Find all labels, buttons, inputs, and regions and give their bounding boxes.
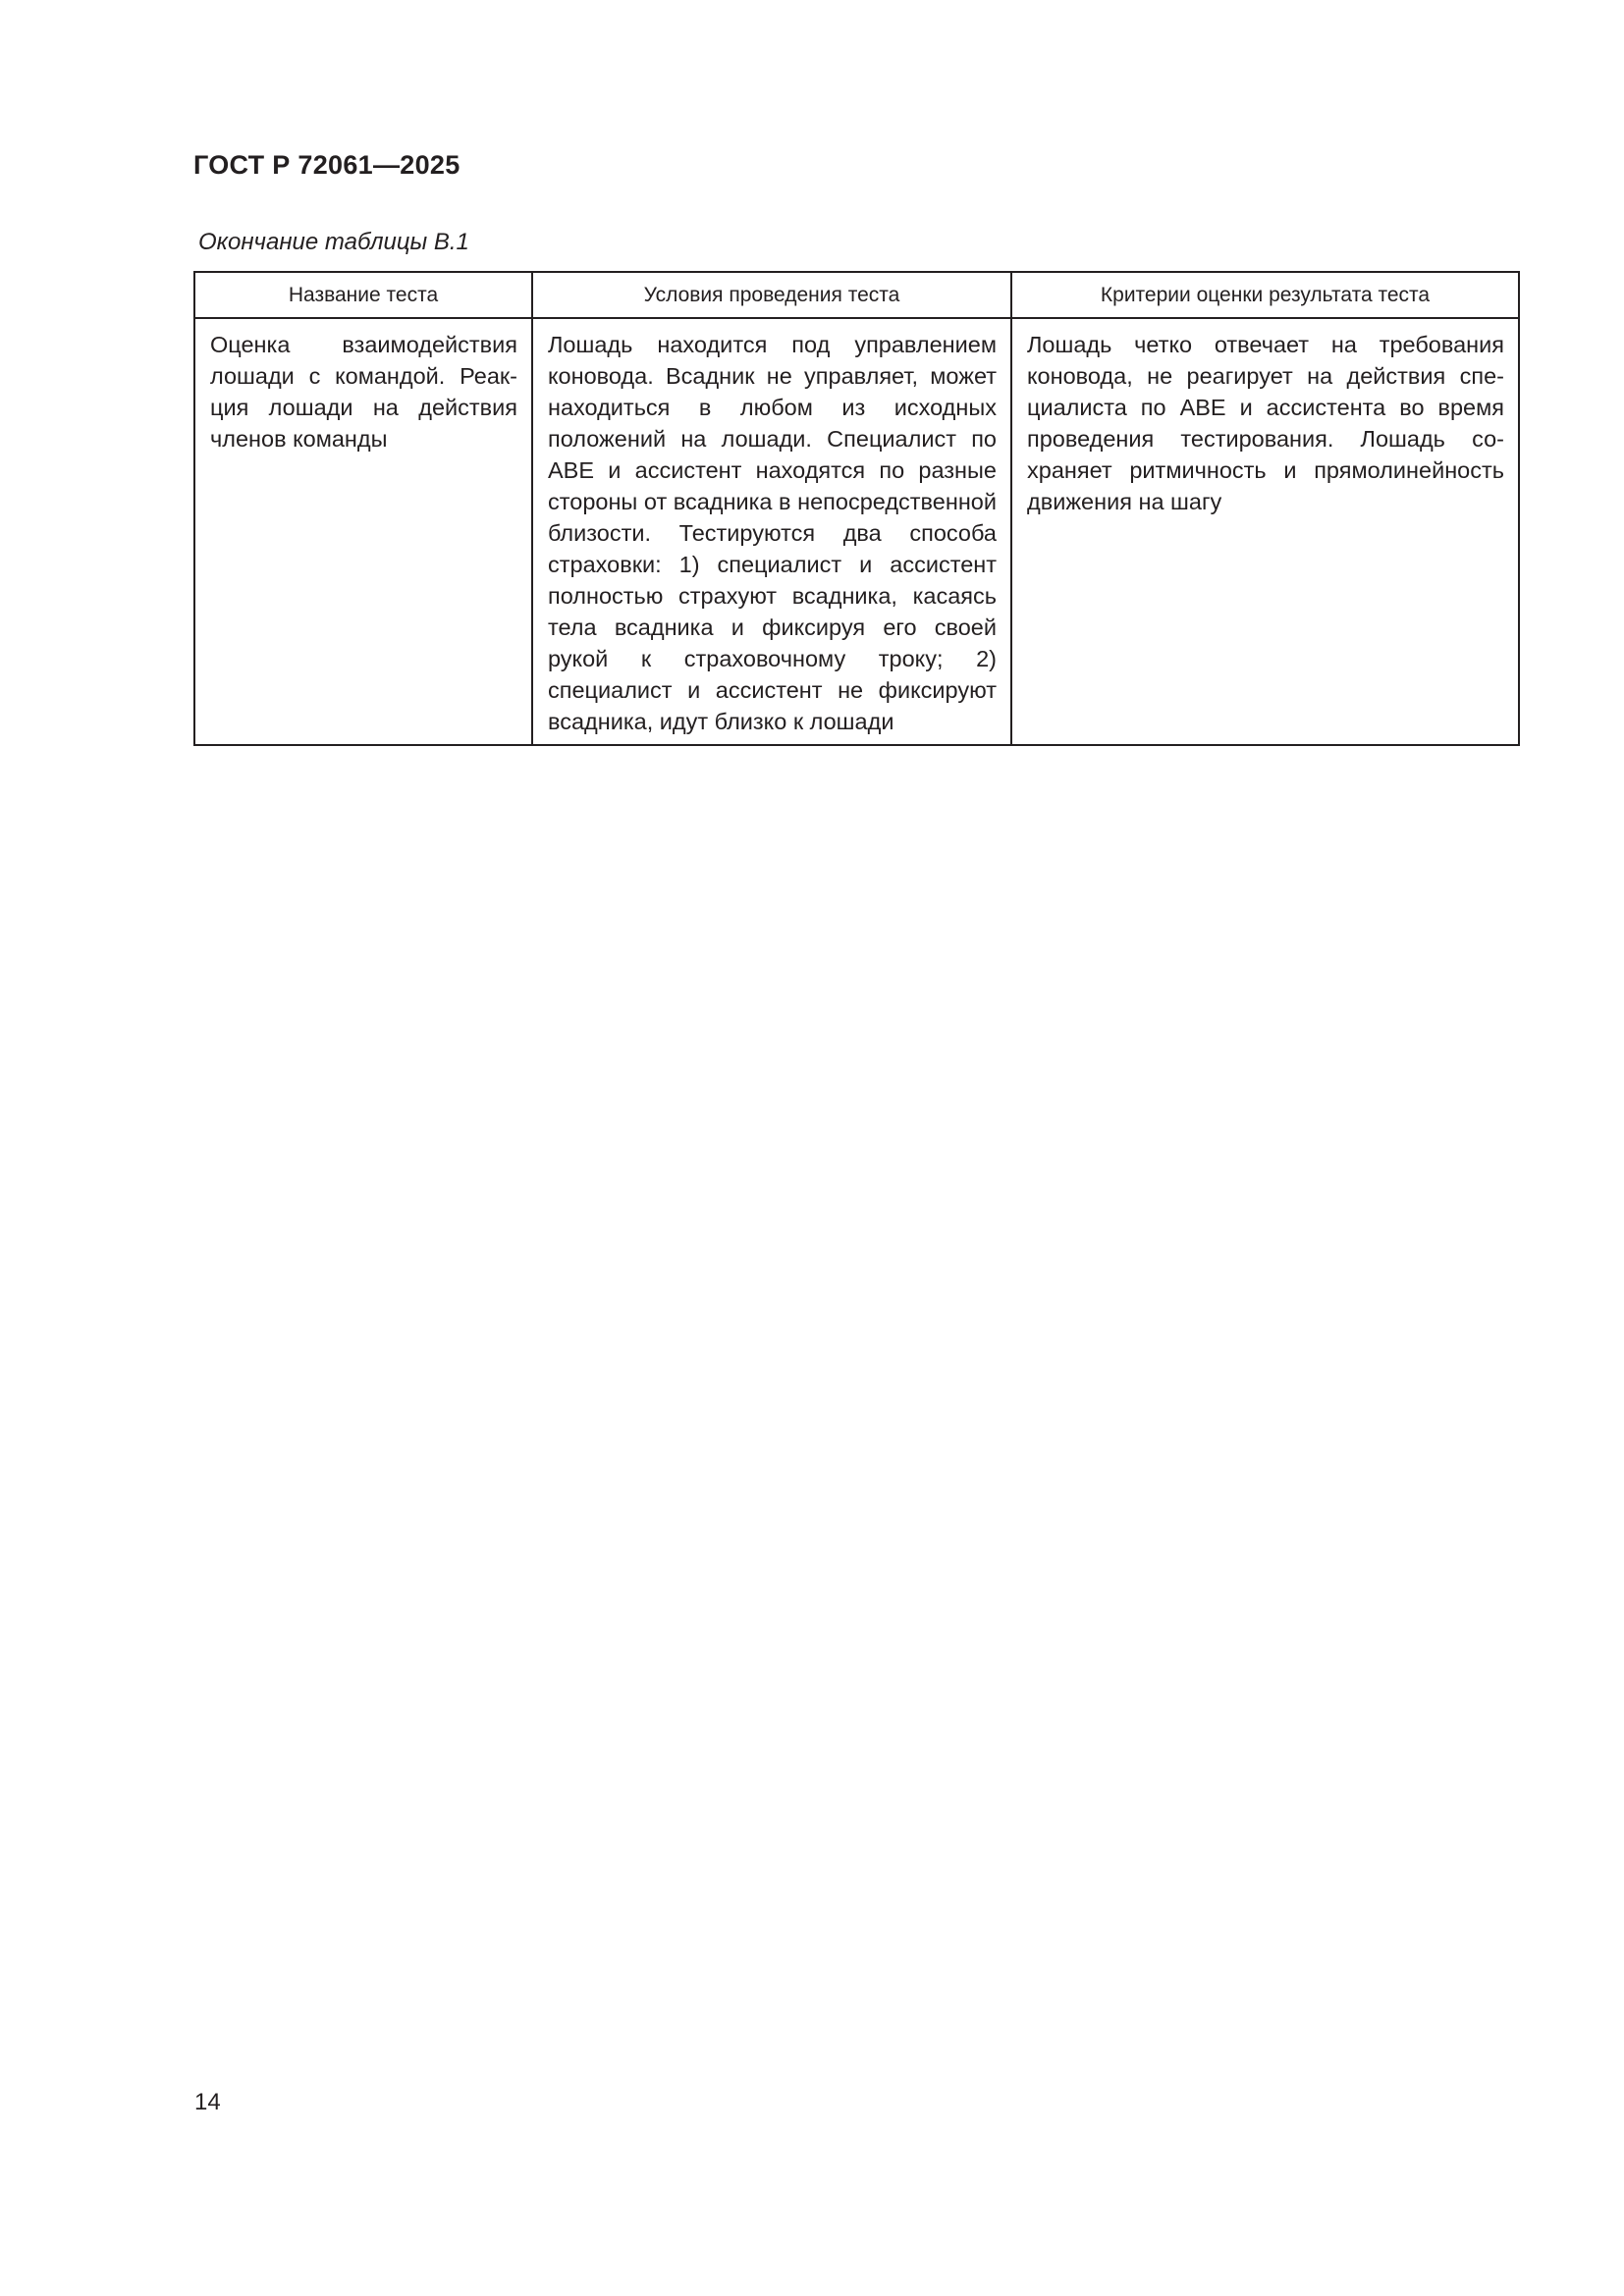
table-header-row (194, 272, 1519, 318)
table-row (194, 318, 1519, 745)
test-table (193, 271, 1520, 746)
cell-test-name: Оценка взаимодействия лошади с командой. Реакция лошади на действия членов команды (194, 318, 532, 745)
column-header-test-name: Название теста (194, 272, 532, 318)
column-header-criteria: Критерии оценки результата теста (1011, 272, 1519, 318)
cell-criteria: Лошадь четко отвечает на требования коновода, не реагирует на действия специалиста по АВЕ и ассистента во время проведения тестирования. Лошадь сохраняет ритмичность и прямолинейность движения на шагу (1011, 318, 1519, 745)
column-header-conditions: Условия проведения теста (532, 272, 1011, 318)
page-number: 14 (194, 2089, 221, 2115)
table-caption: Окончание таблицы В.1 (198, 229, 469, 255)
standard-header: ГОСТ Р 72061—2025 (193, 150, 460, 180)
cell-conditions: Лошадь находится под управлением коновода. Всадник не управляет, может находиться в любом из исходных положений на лошади. Специалист по АВЕ и ассистент находятся по разные стороны от всадника в непосредственной близости. Тестируются два способа страховки: 1) специалист и ассистент полностью страхуют всадника, касаясь тела всадника и фиксируя его своей рукой к страховочному троку; 2) специалист и ассистент не фиксируют всадника, идут близко к лошади (532, 318, 1011, 745)
